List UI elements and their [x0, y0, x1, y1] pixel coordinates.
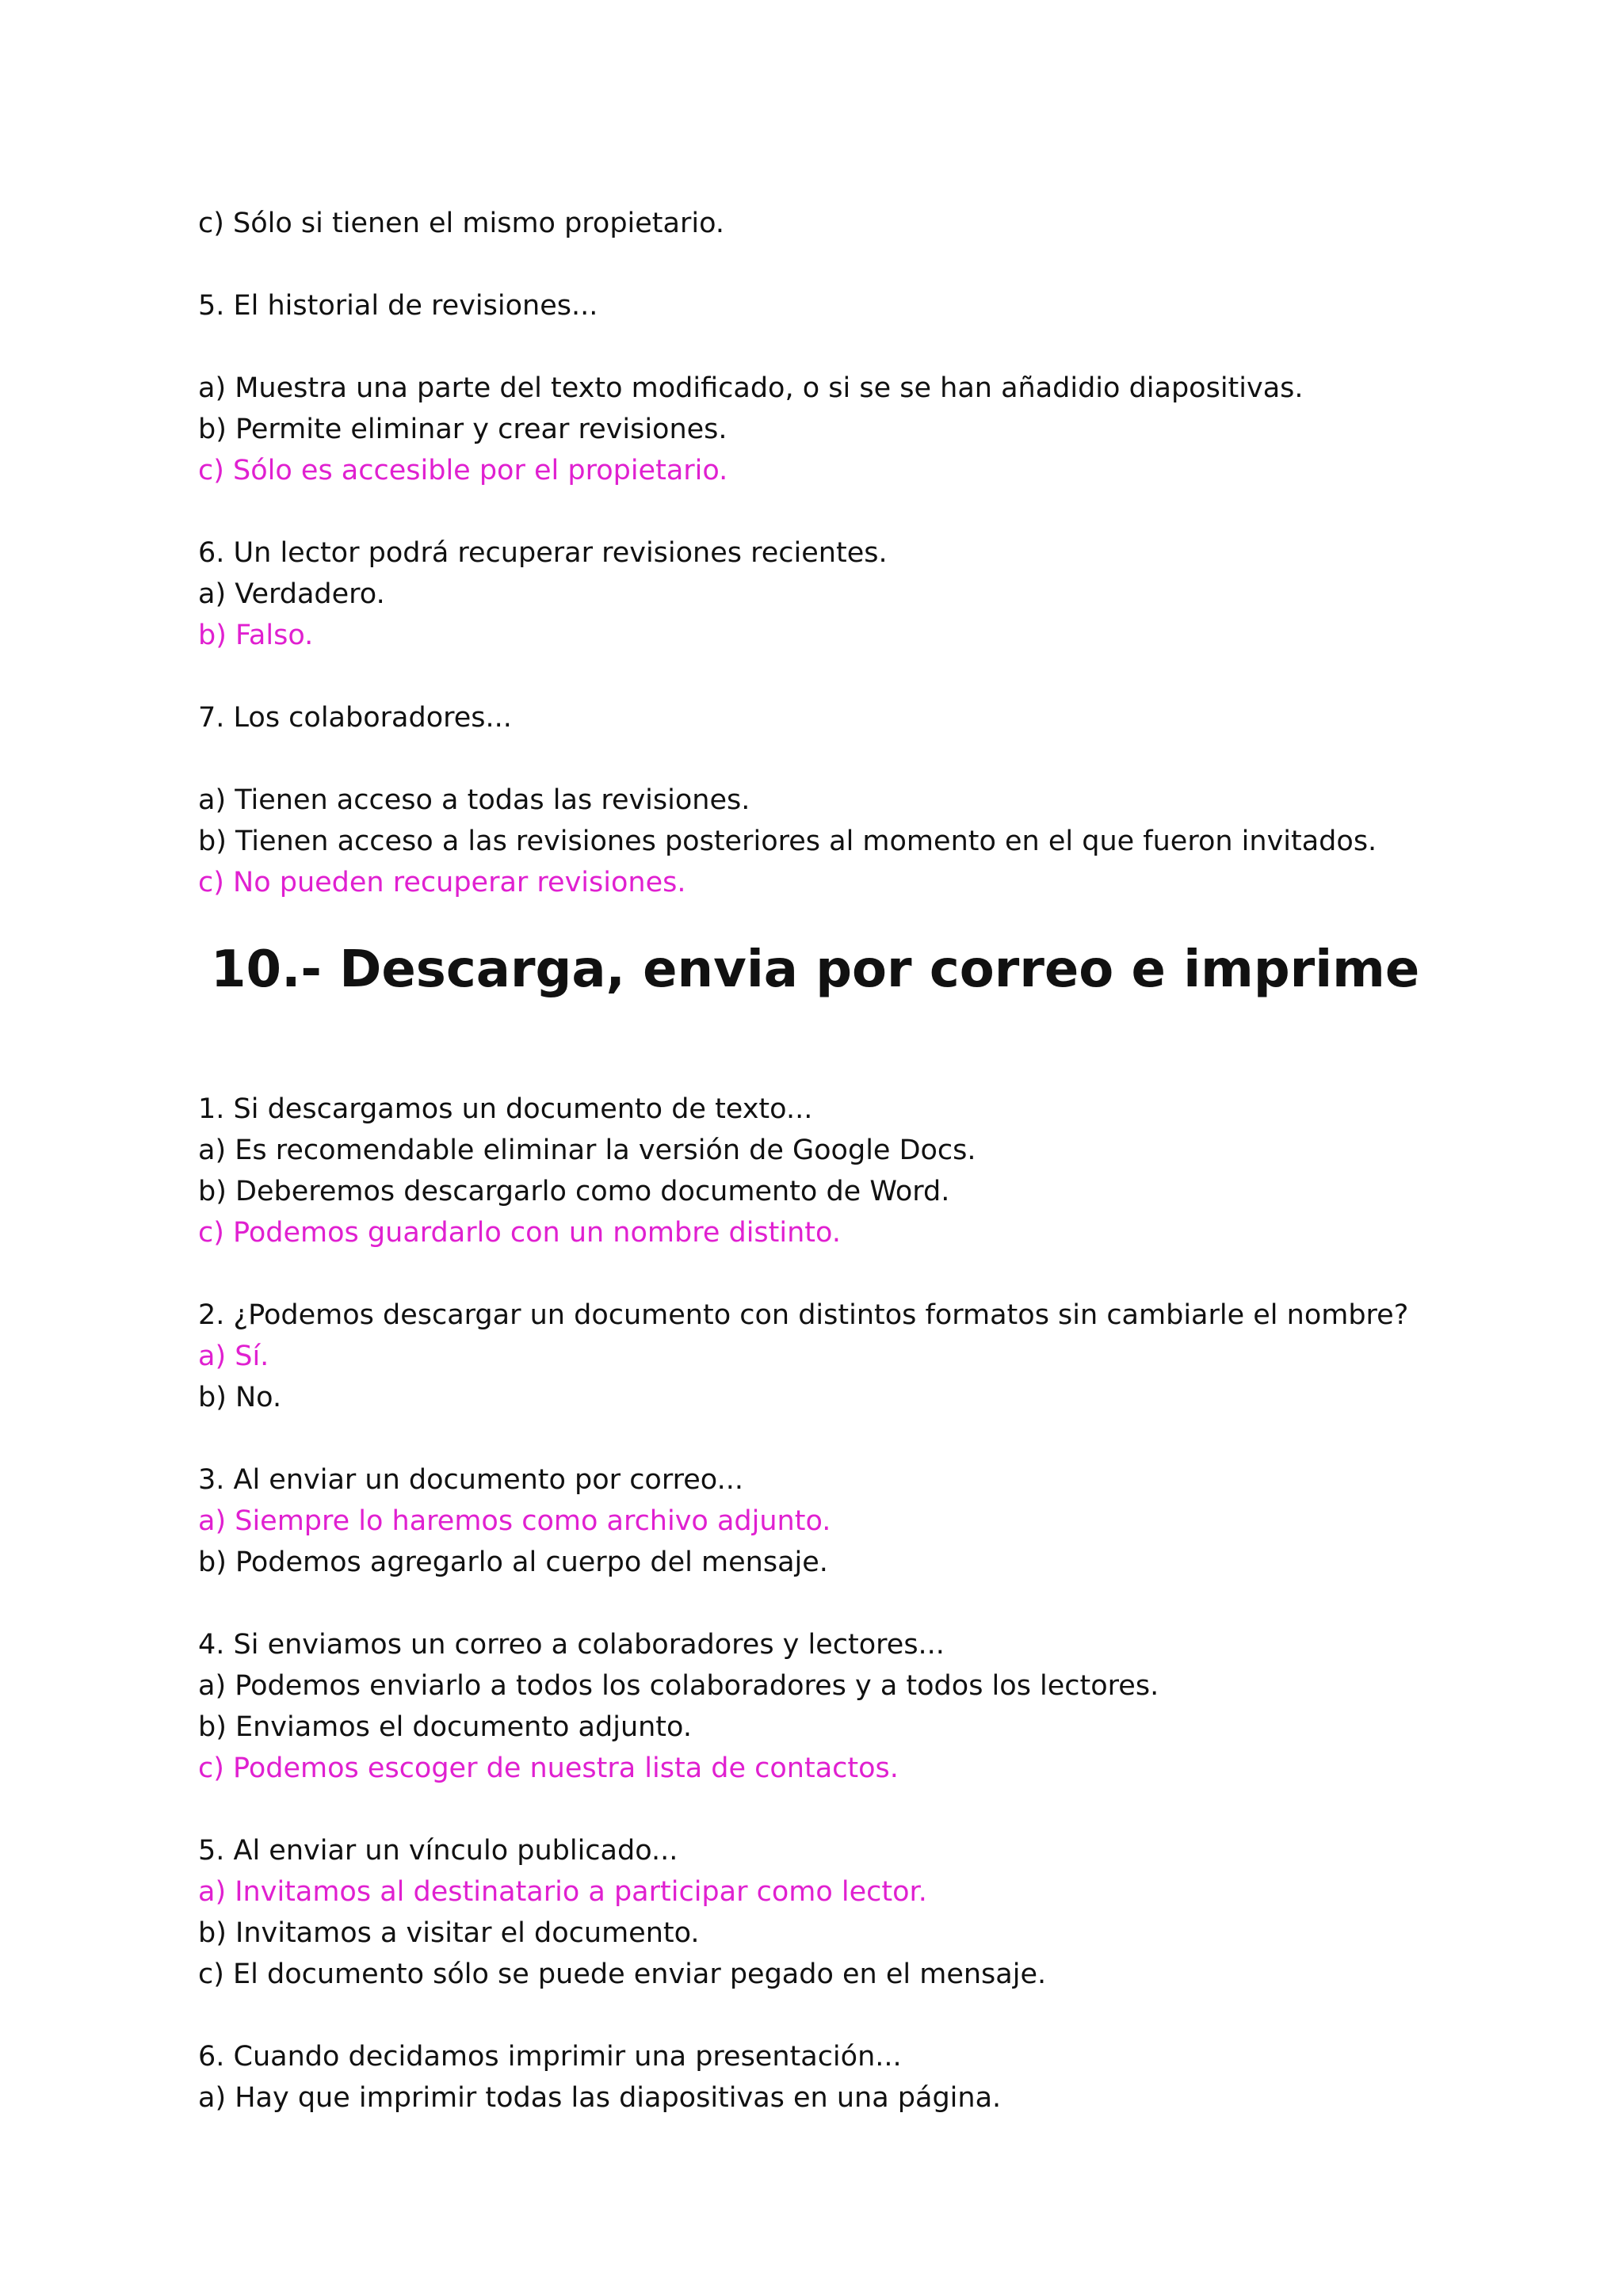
prev-q5-option-a: a) Muestra una parte del texto modificado, o si se se han añadidio diapositivas. [198, 372, 1304, 404]
q4-option-c-correct: c) Podemos escoger de nuestra lista de contactos. [198, 1753, 899, 1784]
prev-q7-option-b: b) Tienen acceso a las revisiones posteriores al momento en el que fueron invitados. [198, 826, 1377, 857]
document-content [198, 203, 1545, 2119]
q3-option-a-correct: a) Siempre lo haremos como archivo adjunto. [198, 1505, 831, 1537]
prev-q6-question: 6. Un lector podrá recuperar revisiones recientes. [198, 537, 888, 569]
q5-option-c: c) El documento sólo se puede enviar pegado en el mensaje. [198, 1958, 1047, 1990]
q5-question: 5. Al enviar un vínculo publicado... [198, 1835, 678, 1867]
prev-q6-option-b-correct: b) Falso. [198, 620, 314, 651]
q5-option-b: b) Invitamos a visitar el documento. [198, 1917, 700, 1949]
q1-option-a: a) Es recomendable eliminar la versión de Google Docs. [198, 1135, 976, 1166]
q1-option-b: b) Deberemos descargarlo como documento de Word. [198, 1176, 950, 1207]
q2-option-a-correct: a) Sí. [198, 1341, 269, 1372]
q3-question: 3. Al enviar un documento por correo... [198, 1464, 743, 1496]
section-heading: 10.- Descarga, envia por correo e imprime [211, 940, 1420, 999]
prev-q7-option-a: a) Tienen acceso a todas las revisiones. [198, 784, 750, 816]
prev-q5-question: 5. El historial de revisiones... [198, 290, 598, 322]
prev-q5-option-c-correct: c) Sólo es accesible por el propietario. [198, 455, 728, 486]
q2-question: 2. ¿Podemos descargar un documento con distintos formatos sin cambiarle el nombre? [198, 1299, 1409, 1331]
prev-q6-option-a: a) Verdadero. [198, 578, 385, 610]
q1-option-c-correct: c) Podemos guardarlo con un nombre distinto. [198, 1217, 841, 1249]
prev-q7-question: 7. Los colaboradores... [198, 702, 512, 734]
q6-question: 6. Cuando decidamos imprimir una presentación... [198, 2041, 902, 2073]
prev-q5-option-b: b) Permite eliminar y crear revisiones. [198, 414, 727, 445]
q4-option-a: a) Podemos enviarlo a todos los colaboradores y a todos los lectores. [198, 1670, 1159, 1702]
q6-option-a: a) Hay que imprimir todas las diapositivas en una página. [198, 2082, 1002, 2114]
q5-option-a-correct: a) Invitamos al destinatario a participar como lector. [198, 1876, 927, 1908]
prev-q4-option-c: c) Sólo si tienen el mismo propietario. [198, 208, 725, 239]
q4-option-b: b) Enviamos el documento adjunto. [198, 1711, 692, 1743]
q2-option-b: b) No. [198, 1382, 282, 1413]
q1-question: 1. Si descargamos un documento de texto... [198, 1093, 813, 1125]
q3-option-b: b) Podemos agregarlo al cuerpo del mensaje. [198, 1547, 828, 1578]
prev-q7-option-c-correct: c) No pueden recuperar revisiones. [198, 867, 686, 898]
q4-question: 4. Si enviamos un correo a colaboradores y lectores... [198, 1629, 945, 1661]
